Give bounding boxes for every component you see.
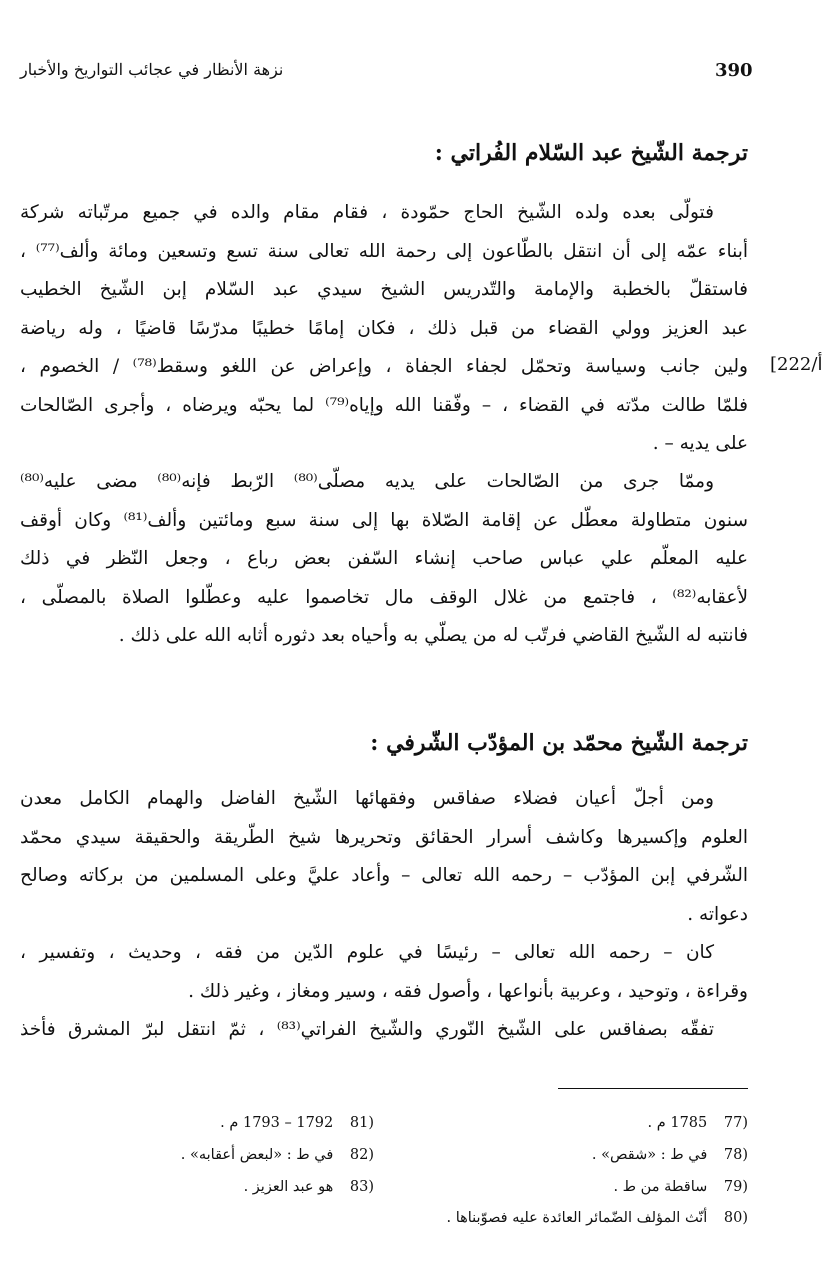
text-line: فانتبه له الشّيخ القاضي فرتّب له من يصلّي به وأحياه بعد دثوره أثابه الله على ذلك . [118, 625, 748, 646]
footnote-number: (80 [723, 1210, 748, 1226]
footnote-text: 1792 – 1793 م . [220, 1115, 334, 1131]
text-line: كان – رحمه الله تعالى – رئيسًا في علوم الدّين من فقه ، وحديث ، وتفسير ، [20, 942, 714, 963]
footnote-separator [558, 1088, 748, 1089]
footnote-number: (78 [723, 1147, 748, 1163]
paragraph-section1-2 [20, 463, 748, 656]
text-line: وقراءة ، وتوحيد ، وعربية بأنواعها ، وأصول فقه ، وسير ومغاز ، وغير ذلك . [188, 980, 748, 1002]
page-header [20, 60, 756, 90]
footnote-text: في ط : «لبعض أعقابه» . [180, 1147, 334, 1163]
text-line: وممّا جرى من الصّالحات على يديه مصلّى⁽⁸⁰⁾ الرّبط فإنه⁽⁸⁰⁾ مضى عليه⁽⁸⁰⁾ [20, 471, 715, 492]
footnote-78 [592, 1147, 748, 1163]
footnote-79 [613, 1179, 748, 1195]
text-line: تفقّه بصفاقس على الشّيخ النّوري والشّيخ الفراتي⁽⁸³⁾ ، ثمّ انتقل لبرّ المشرق فأخذ [20, 1019, 714, 1040]
paragraph-section2-2 [20, 934, 748, 1011]
text-line: فاستقلّ بالخطبة والإمامة والتّدريس الشيخ سيدي عبد السّلام إبن الشّيخ الخطيب [20, 279, 748, 300]
text-line: لأعقابه⁽⁸²⁾ ، فاجتمع من غلال الوقف مال تخاصموا عليه وعطّلوا الصلاة بالمصلّى ، [20, 586, 748, 608]
text-line: عليه المعلّم علي عباس صاحب إنشاء السّفن بعض رباع ، وجعل النّظر في ذلك [20, 548, 748, 569]
section-heading-muhammad-al-sharafi: ترجمة الشّيخ محمّد بن المؤدّب الشّرفي : [370, 730, 748, 756]
text-line: العلوم وإكسيرها وكاشف أسرار الحقائق وتحريرها شيخ الطّريقة والحقيقة سيدي محمّد [20, 826, 748, 848]
page-number: 390 [715, 60, 753, 81]
footnote-81 [220, 1115, 374, 1131]
footnote-text: 1785 م . [647, 1115, 708, 1131]
text-line: عبد العزيز وولي القضاء من قبل ذلك ، فكان إمامًا خطيبًا مدرّسًا قاضيًا ، وله رياضة [20, 317, 748, 339]
text-line: دعواته . [687, 903, 748, 925]
footnote-83 [244, 1179, 374, 1195]
text-line: الشّرفي إبن المؤدّب – رحمه الله تعالى – وأعاد عليَّ وعلى المسلمين من بركاته وصالح [20, 865, 748, 886]
running-title: نزهة الأنظار في عجائب التواريخ والأخبار [20, 60, 284, 79]
text-line: ومن أجلّ أعيان فضلاء صفاقس وفقهائها الشّيخ الفاضل والهمام الكامل معدن [20, 788, 714, 809]
text-line: سنون متطاولة معطّل عن إقامة الصّلاة بها إلى سنة سبع ومائتين وألف⁽⁸¹⁾ وكان أوقف [20, 509, 748, 531]
paragraph-section2-1 [20, 780, 748, 934]
footnote-77 [648, 1115, 748, 1131]
paragraph-section1-1 [20, 194, 748, 464]
margin-folio-reference: [222/أ [770, 354, 823, 375]
footnote-number: (79 [723, 1179, 748, 1195]
text-line: على يديه – . [652, 433, 748, 454]
footnote-80 [446, 1210, 748, 1226]
footnote-number: (81 [349, 1115, 374, 1131]
footnote-text: ساقطة من ط . [613, 1179, 708, 1195]
text-line: أبناء عمّه إلى أن انتقل بالطّاعون إلى رحمة الله تعالى سنة تسع وتسعين ومائة وألف⁽⁷⁷⁾ ، [20, 240, 748, 262]
footnote-text: أنّث المؤلف الضّمائر العائدة عليه فصوّبناها . [446, 1210, 708, 1226]
footnote-text: في ط : «شقص» . [591, 1147, 708, 1163]
footnote-text: هو عبد العزيز . [243, 1179, 334, 1195]
footnote-number: (77 [723, 1115, 748, 1131]
footnote-number: (83 [349, 1179, 374, 1195]
footnote-number: (82 [349, 1147, 374, 1163]
paragraph-section2-3 [20, 1011, 748, 1050]
text-line: فلمّا طالت مدّته في القضاء ، – وفّقنا الله وإياه⁽⁷⁹⁾ لما يحبّه ويرضاه ، وأجرى الصّالحات [20, 394, 748, 416]
text-line: ولين جانب وسياسة وتحمّل لجفاء الجفاة ، وإعراض عن اللغو وسقط⁽⁷⁸⁾ / الخصوم ، [20, 356, 748, 377]
section-heading-abd-al-salam: ترجمة الشّيخ عبد السّلام الفُراتي : [434, 140, 748, 166]
text-line: فتولّى بعده ولده الشّيخ الحاج حمّودة ، فقام مقام والده في جميع مرتّباته شركة [20, 202, 714, 223]
footnote-82 [181, 1147, 374, 1163]
